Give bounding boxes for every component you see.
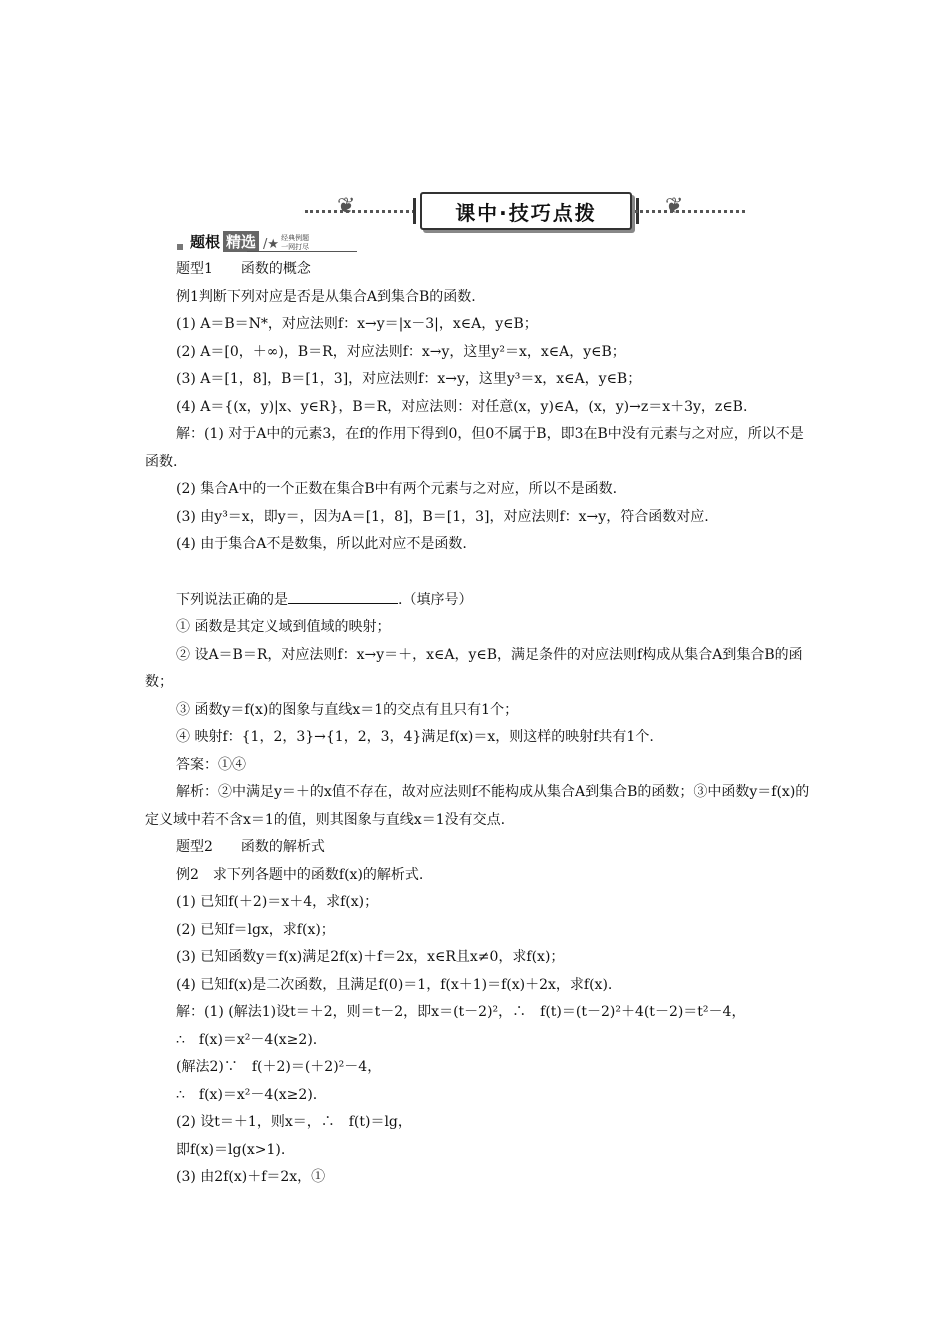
statement-1: ① 函数是其定义域到值域的映射； (176, 619, 391, 635)
solution-2-result-b: ∴ f(x)＝x²－4(x≥2). (176, 1086, 318, 1103)
section-banner (305, 188, 745, 232)
section-tag-caption-1: 经典例题 (281, 234, 310, 242)
solution-1-part-2: (2) 集合A中的一个正数在集合B中有两个元素与之对应，所以不是函数. (176, 481, 618, 497)
solution-2-part-1: 解：(1) (解法1)设t＝＋2，则＝t－2，即x＝(t－2)²，∴ f(t)＝(t－2)²＋4(t－2)＝t²－4， (176, 1004, 746, 1020)
example-1-item-4: (4) A＝{(x，y)|x、y∈R}，B＝R，对应法则：对任意(x，y)∈A，(x，y)→z＝x＋3y，z∈B. (176, 398, 748, 415)
practice-question-suffix: .（填序号） (398, 591, 473, 608)
answer-blank (288, 589, 398, 604)
spacer (145, 559, 810, 587)
example-1-item-2: (2) A＝[0，＋∞)，B＝R，对应法则f：x→y，这里y²＝x，x∈A，y∈B； (176, 343, 626, 360)
section-tag-part1: 题根 (190, 233, 221, 251)
banner-title: 课中·技巧点拨 (420, 192, 632, 230)
solution-2-result-a: ∴ f(x)＝x²－4(x≥2). (176, 1031, 318, 1048)
example-1-intro: 例1判断下列对应是否是从集合A到集合B的函数. (176, 288, 476, 305)
answer: 答案：①④ (176, 756, 246, 773)
analysis: 解析：②中满足y＝＋的x值不存在，故对应法则f不能构成从集合A到集合B的函数；③中函数y＝f(x)的定义域中若不含x＝1的值，则其图象与直线x＝1没有交点. (145, 784, 810, 828)
solution-2-part-3: (3) 由2f(x)＋f＝2x，① (176, 1169, 326, 1185)
example-2-item-3: (3) 已知函数y＝f(x)满足2f(x)＋f＝2x，x∈R且x≠0，求f(x)； (176, 949, 565, 965)
document-body (145, 256, 810, 1192)
solution-1-part-1: 解：(1) 对于A中的元素3，在f的作用下得到0，但0不属于B，即3在B中没有元素与之对应，所以不是函数. (145, 426, 804, 470)
section-tag-underline (247, 251, 357, 252)
section-tag-caption-2: 一网打尽 (281, 243, 310, 251)
example-1-item-1: (1) A＝B＝N*，对应法则f：x→y＝|x－3|，x∈A，y∈B； (176, 316, 538, 332)
solution-2-part-2-result: 即f(x)＝lg(x>1). (176, 1141, 286, 1158)
solution-1-part-4: (4) 由于集合A不是数集，所以此对应不是函数. (176, 536, 467, 552)
banner-dotted-line-right (635, 210, 745, 213)
example-2-item-1: (1) 已知f(＋2)＝x＋4，求f(x)； (176, 894, 379, 910)
section-tag (177, 232, 309, 252)
example-2-intro: 例2 求下列各题中的函数f(x)的解析式. (176, 866, 424, 883)
statement-3: ③ 函数y＝f(x)的图象与直线x＝1的交点有且只有1个； (176, 701, 519, 718)
example-1-item-3: (3) A＝[1，8]，B＝[1，3]，对应法则f：x→y，这里y³＝x，x∈A，y∈B； (176, 371, 642, 387)
solution-2-part-2: (2) 设t＝＋1，则x＝，∴ f(t)＝lg， (176, 1114, 412, 1130)
section-tag-caption (281, 234, 309, 252)
swirl-ornament-icon: ❦ (337, 194, 356, 219)
heading-type-1: 题型1 函数的概念 (176, 261, 311, 277)
statement-2: ② 设A＝B＝R，对应法则f：x→y＝＋，x∈A，y∈B，满足条件的对应法则f构成从集合A到集合B的函数； (145, 646, 803, 690)
example-2-item-4: (4) 已知f(x)是二次函数，且满足f(0)＝1，f(x＋1)＝f(x)＋2x，求f(x). (176, 976, 613, 993)
example-2-item-2: (2) 已知f＝lgx，求f(x)； (176, 921, 335, 938)
swirl-ornament-icon: ❦ (665, 194, 684, 219)
star-icon: /★ (263, 237, 280, 252)
banner-dotted-line-left (305, 210, 415, 213)
practice-question-text: 下列说法正确的是 (176, 591, 288, 608)
solution-2-method-2: (解法2)∵ f(＋2)＝(＋2)²－4， (176, 1059, 382, 1075)
practice-question (145, 587, 810, 615)
solution-1-part-3: (3) 由y³＝x，即y＝，因为A＝[1，8]，B＝[1，3]，对应法则f：x→y，符合函数对应. (176, 508, 709, 525)
heading-type-2: 题型2 函数的解析式 (176, 839, 325, 855)
section-tag-part2: 精选 (223, 231, 259, 252)
square-bullet-icon (177, 244, 183, 250)
statement-4: ④ 映射f：{1，2，3}→{1，2，3，4}满足f(x)＝x，则这样的映射f共有1个. (176, 729, 654, 745)
